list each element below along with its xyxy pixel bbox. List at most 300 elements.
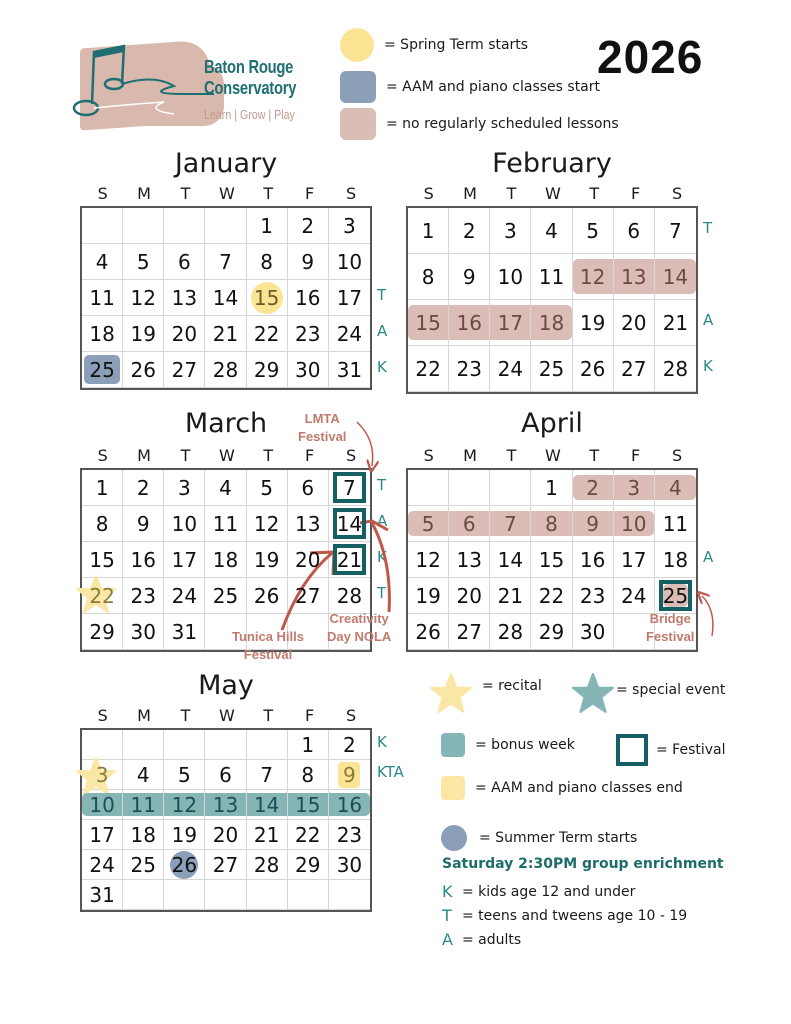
day-cell (449, 614, 490, 650)
day-cell (614, 300, 655, 346)
day-number: 25 (130, 852, 156, 877)
key-teens (442, 906, 687, 925)
empty-cell (123, 880, 164, 910)
day-number: 3 (627, 475, 641, 500)
enrichment-group-label: T (377, 286, 387, 304)
day-number: 12 (253, 511, 280, 536)
day-number: 27 (212, 852, 239, 877)
day-number: 18 (662, 547, 689, 572)
day-cell (247, 850, 288, 880)
weekday-label: W (218, 446, 235, 465)
day-cell (655, 470, 696, 506)
day-number: 18 (130, 822, 156, 847)
day-number: 17 (171, 547, 198, 572)
day-cell (614, 254, 655, 300)
day-number: 1 (421, 218, 435, 243)
enrichment-group-label: K (703, 357, 713, 375)
legend-spring-term (340, 28, 528, 62)
day-cell (408, 208, 449, 254)
pink-square-icon (340, 108, 376, 140)
weekday-label: W (218, 184, 235, 203)
day-cell (449, 208, 490, 254)
day-cell (205, 316, 246, 352)
day-number: 6 (177, 249, 191, 274)
empty-cell (123, 208, 164, 244)
day-number: 30 (295, 357, 321, 382)
day-number: 28 (253, 852, 280, 877)
day-cell (531, 470, 572, 506)
day-cell (614, 470, 655, 506)
year-title: 2026 (597, 31, 704, 83)
day-cell (82, 280, 123, 316)
day-number: 22 (295, 822, 321, 847)
day-cell (329, 352, 370, 388)
weekday-label: S (345, 446, 357, 465)
day-cell (329, 730, 370, 760)
day-number: 16 (336, 792, 363, 817)
day-number: 14 (497, 547, 524, 572)
month-february (406, 148, 714, 394)
day-number: 22 (538, 583, 565, 608)
day-cell (164, 244, 205, 280)
day-number: 12 (130, 285, 156, 310)
day-number: 5 (260, 475, 273, 500)
day-number: 18 (89, 321, 115, 346)
day-cell (205, 542, 246, 578)
annotation-tunica-hills-festival (232, 628, 304, 664)
day-number: 11 (538, 264, 565, 289)
day-number: 4 (95, 249, 109, 274)
empty-cell (449, 470, 490, 506)
day-cell (655, 506, 696, 542)
day-number: 26 (415, 619, 441, 644)
annotation-line: Bridge (649, 611, 691, 626)
key-letter: T (442, 906, 452, 925)
day-number: 1 (260, 213, 273, 238)
day-cell (205, 470, 246, 506)
empty-cell (247, 730, 288, 760)
weekday-label: T (180, 446, 191, 465)
empty-cell (205, 208, 246, 244)
day-number: 15 (415, 310, 441, 335)
day-cell (82, 506, 123, 542)
logo-name (204, 57, 296, 99)
day-cell (247, 208, 288, 244)
weekday-label: T (263, 184, 274, 203)
legend-label: = recital (482, 678, 542, 694)
day-number: 26 (130, 357, 156, 382)
day-cell (329, 790, 370, 820)
enrichment-group-label: T (703, 219, 713, 237)
legend-label: = AAM and piano classes end (475, 780, 683, 796)
day-number: 18 (538, 310, 565, 335)
day-cell (490, 542, 531, 578)
legend-bonus-week (441, 733, 575, 757)
day-number: 11 (89, 285, 115, 310)
day-number: 20 (212, 822, 239, 847)
day-number: 1 (301, 732, 315, 757)
day-number: 7 (343, 475, 356, 500)
day-number: 25 (89, 357, 115, 382)
empty-cell (288, 880, 329, 910)
day-cell (164, 506, 205, 542)
day-number: 25 (662, 583, 689, 608)
day-number: 1 (95, 475, 109, 500)
enrichment-group-label: A (703, 311, 714, 329)
day-cell (247, 760, 288, 790)
day-number: 3 (343, 213, 356, 238)
day-cell (82, 880, 123, 910)
day-cell (164, 542, 205, 578)
weekday-label: T (506, 446, 517, 465)
day-cell (573, 208, 614, 254)
day-number: 12 (171, 792, 198, 817)
day-cell (531, 208, 572, 254)
day-cell (164, 790, 205, 820)
day-cell (573, 346, 614, 392)
annotation-bridge-festival (646, 610, 694, 646)
month-january (80, 148, 388, 390)
day-cell (82, 578, 123, 614)
yellow-star-icon (430, 672, 472, 714)
calendar-grid (80, 206, 372, 390)
day-number: 17 (497, 310, 524, 335)
enrichment-group-label: K (377, 358, 387, 376)
day-number: 28 (336, 583, 363, 608)
festival-marker (333, 472, 366, 503)
weekday-label: M (137, 446, 151, 465)
annotation-line: Day NOLA (327, 629, 392, 644)
empty-cell (205, 730, 246, 760)
day-number: 24 (621, 583, 647, 608)
day-number: 27 (295, 583, 321, 608)
day-number: 6 (301, 475, 315, 500)
day-number: 29 (295, 852, 321, 877)
day-number: 11 (130, 792, 156, 817)
day-cell (123, 470, 164, 506)
day-number: 10 (497, 264, 524, 289)
legend-aam-start (340, 71, 600, 103)
day-number: 2 (586, 475, 599, 500)
day-number: 29 (538, 619, 565, 644)
day-cell (123, 850, 164, 880)
day-cell (573, 300, 614, 346)
annotation-line: Festival (298, 429, 347, 444)
legend-summer-term (441, 825, 637, 851)
empty-cell (329, 880, 370, 910)
day-cell (329, 280, 370, 316)
day-cell (123, 316, 164, 352)
weekday-label: S (97, 446, 108, 465)
day-number: 23 (579, 583, 606, 608)
day-number: 8 (301, 762, 315, 787)
annotation-line: Tunica Hills (232, 629, 304, 644)
day-cell (449, 506, 490, 542)
day-number: 24 (336, 321, 363, 346)
weekday-label: M (137, 706, 151, 725)
weekday-header (82, 446, 372, 465)
day-cell (449, 254, 490, 300)
day-cell (490, 208, 531, 254)
day-number: 2 (462, 218, 476, 243)
weekday-label: M (463, 446, 477, 465)
day-cell (329, 850, 370, 880)
day-number: 28 (212, 357, 239, 382)
weekday-label: W (544, 184, 561, 203)
day-number: 20 (456, 583, 482, 608)
day-cell (247, 316, 288, 352)
day-number: 11 (212, 511, 239, 536)
empty-cell (490, 470, 531, 506)
legend-classes-end (441, 776, 683, 800)
day-cell (288, 244, 329, 280)
day-cell (329, 244, 370, 280)
day-cell (288, 578, 329, 614)
key-letter: A (442, 930, 453, 949)
day-cell (82, 542, 123, 578)
weekday-label: S (423, 446, 434, 465)
day-cell (449, 300, 490, 346)
enrichment-group-label: A (377, 322, 388, 340)
day-number: 4 (219, 475, 232, 500)
day-cell (408, 506, 449, 542)
day-cell (82, 470, 123, 506)
day-cell (164, 760, 205, 790)
legend-no-lessons (340, 108, 619, 140)
day-number: 23 (456, 356, 482, 381)
weekday-header (408, 184, 698, 203)
day-number: 26 (253, 583, 280, 608)
enrichment-title: Saturday 2:30PM group enrichment (442, 856, 724, 872)
day-number: 4 (669, 475, 682, 500)
annotation-creativity-day-nola (327, 610, 391, 646)
day-number: 29 (253, 357, 280, 382)
day-number: 31 (89, 882, 115, 907)
day-cell (329, 506, 370, 542)
day-number: 24 (171, 583, 198, 608)
day-number: 25 (212, 583, 239, 608)
day-number: 13 (295, 511, 321, 536)
day-cell (82, 760, 123, 790)
day-number: 24 (497, 356, 524, 381)
weekday-label: S (345, 706, 357, 725)
day-number: 8 (421, 264, 435, 289)
teal-square-icon (441, 733, 465, 757)
day-number: 8 (545, 511, 558, 536)
yellow-circle-icon (340, 28, 374, 62)
month-title: March (184, 408, 268, 439)
day-cell (123, 352, 164, 388)
logo-name-line2: Conservatory (204, 78, 297, 98)
day-cell (82, 614, 123, 650)
day-number: 2 (136, 475, 150, 500)
day-number: 13 (171, 285, 198, 310)
day-number: 6 (219, 762, 232, 787)
key-label: = adults (462, 931, 522, 948)
day-number: 14 (253, 792, 280, 817)
day-cell (205, 760, 246, 790)
day-cell (408, 300, 449, 346)
day-cell (164, 280, 205, 316)
day-cell (123, 614, 164, 650)
day-number: 22 (415, 356, 441, 381)
day-number: 20 (621, 310, 647, 335)
day-number: 5 (136, 249, 150, 274)
day-number: 14 (212, 285, 239, 310)
teal-star-icon (572, 672, 614, 714)
day-cell (573, 470, 614, 506)
legend-label: = no regularly scheduled lessons (386, 116, 619, 132)
music-note-icon (64, 34, 214, 134)
month-title: May (198, 670, 254, 701)
day-cell (655, 300, 696, 346)
day-cell (288, 352, 329, 388)
day-cell (82, 316, 123, 352)
day-number: 10 (89, 792, 115, 817)
weekday-label: T (263, 706, 274, 725)
month-title: February (492, 148, 612, 179)
day-cell (655, 254, 696, 300)
month-title: April (521, 408, 583, 439)
day-cell (531, 254, 572, 300)
day-cell (123, 280, 164, 316)
empty-cell (205, 880, 246, 910)
day-number: 15 (538, 547, 565, 572)
legend-label: = bonus week (475, 737, 575, 753)
key-kids (442, 882, 635, 901)
day-number: 22 (253, 321, 280, 346)
conservatory-logo (64, 34, 304, 134)
yellow-square-icon (441, 776, 465, 800)
day-cell (205, 506, 246, 542)
day-number: 27 (621, 356, 647, 381)
empty-cell (123, 730, 164, 760)
day-cell (531, 542, 572, 578)
weekday-label: T (180, 184, 191, 203)
day-number: 29 (89, 619, 115, 644)
day-cell (490, 254, 531, 300)
day-cell (288, 208, 329, 244)
day-cell (164, 850, 205, 880)
day-cell (614, 542, 655, 578)
empty-cell (164, 208, 205, 244)
day-number: 5 (177, 762, 191, 787)
weekday-label: W (218, 706, 235, 725)
weekday-label: S (345, 184, 357, 203)
day-number: 28 (497, 619, 524, 644)
day-cell (123, 790, 164, 820)
day-cell (614, 506, 655, 542)
enrichment-group-label: A (703, 548, 714, 566)
day-cell (82, 820, 123, 850)
blue-square-icon (340, 71, 376, 103)
day-cell (247, 820, 288, 850)
day-number: 26 (579, 356, 606, 381)
day-number: 7 (260, 762, 273, 787)
day-cell (247, 542, 288, 578)
month-title: January (174, 148, 278, 179)
day-number: 21 (662, 310, 689, 335)
calendar-grid (406, 206, 698, 394)
day-cell (531, 578, 572, 614)
weekday-label: F (305, 706, 315, 725)
weekday-label: T (589, 446, 600, 465)
day-number: 15 (253, 285, 280, 310)
day-number: 27 (456, 619, 482, 644)
festival-marker (659, 580, 692, 611)
day-number: 25 (538, 356, 565, 381)
day-number: 19 (579, 310, 606, 335)
weekday-header (82, 184, 372, 203)
day-cell (573, 542, 614, 578)
legend-label: = Festival (656, 742, 726, 758)
day-cell (164, 820, 205, 850)
day-cell (614, 208, 655, 254)
day-cell (288, 542, 329, 578)
day-number: 17 (621, 547, 647, 572)
annotation-line: Creativity (329, 611, 389, 626)
day-cell (247, 506, 288, 542)
day-cell (82, 352, 123, 388)
blue-circle-icon (441, 825, 467, 851)
day-number: 21 (497, 583, 524, 608)
day-cell (205, 352, 246, 388)
day-number: 31 (171, 619, 198, 644)
day-number: 16 (456, 310, 482, 335)
day-number: 26 (171, 852, 198, 877)
weekday-label: F (631, 446, 641, 465)
day-cell (123, 542, 164, 578)
day-cell (449, 578, 490, 614)
day-number: 11 (662, 511, 689, 536)
day-number: 21 (212, 321, 239, 346)
day-cell (329, 208, 370, 244)
day-cell (655, 208, 696, 254)
weekday-label: S (671, 446, 683, 465)
weekday-label: F (631, 184, 641, 203)
festival-marker (333, 508, 366, 539)
day-cell (490, 578, 531, 614)
empty-cell (82, 208, 123, 244)
key-adults (442, 930, 521, 949)
day-number: 10 (621, 511, 647, 536)
day-number: 9 (343, 762, 356, 787)
day-number: 9 (462, 264, 476, 289)
day-cell (247, 352, 288, 388)
weekday-label: M (137, 184, 151, 203)
day-cell (490, 346, 531, 392)
annotation-line: Festival (646, 629, 695, 644)
day-number: 7 (503, 511, 517, 536)
day-cell (288, 730, 329, 760)
weekday-header (408, 446, 698, 465)
annotation-line: LMTA (304, 411, 340, 426)
day-cell (164, 316, 205, 352)
day-number: 22 (89, 583, 115, 608)
legend-label: = Spring Term starts (384, 37, 529, 53)
legend-festival (616, 734, 726, 766)
day-number: 1 (545, 475, 558, 500)
day-cell (655, 542, 696, 578)
empty-cell (247, 880, 288, 910)
day-cell (164, 352, 205, 388)
weekday-label: F (305, 184, 315, 203)
day-cell (614, 346, 655, 392)
weekday-label: T (506, 184, 517, 203)
day-number: 5 (421, 511, 435, 536)
day-cell (408, 614, 449, 650)
empty-cell (408, 470, 449, 506)
